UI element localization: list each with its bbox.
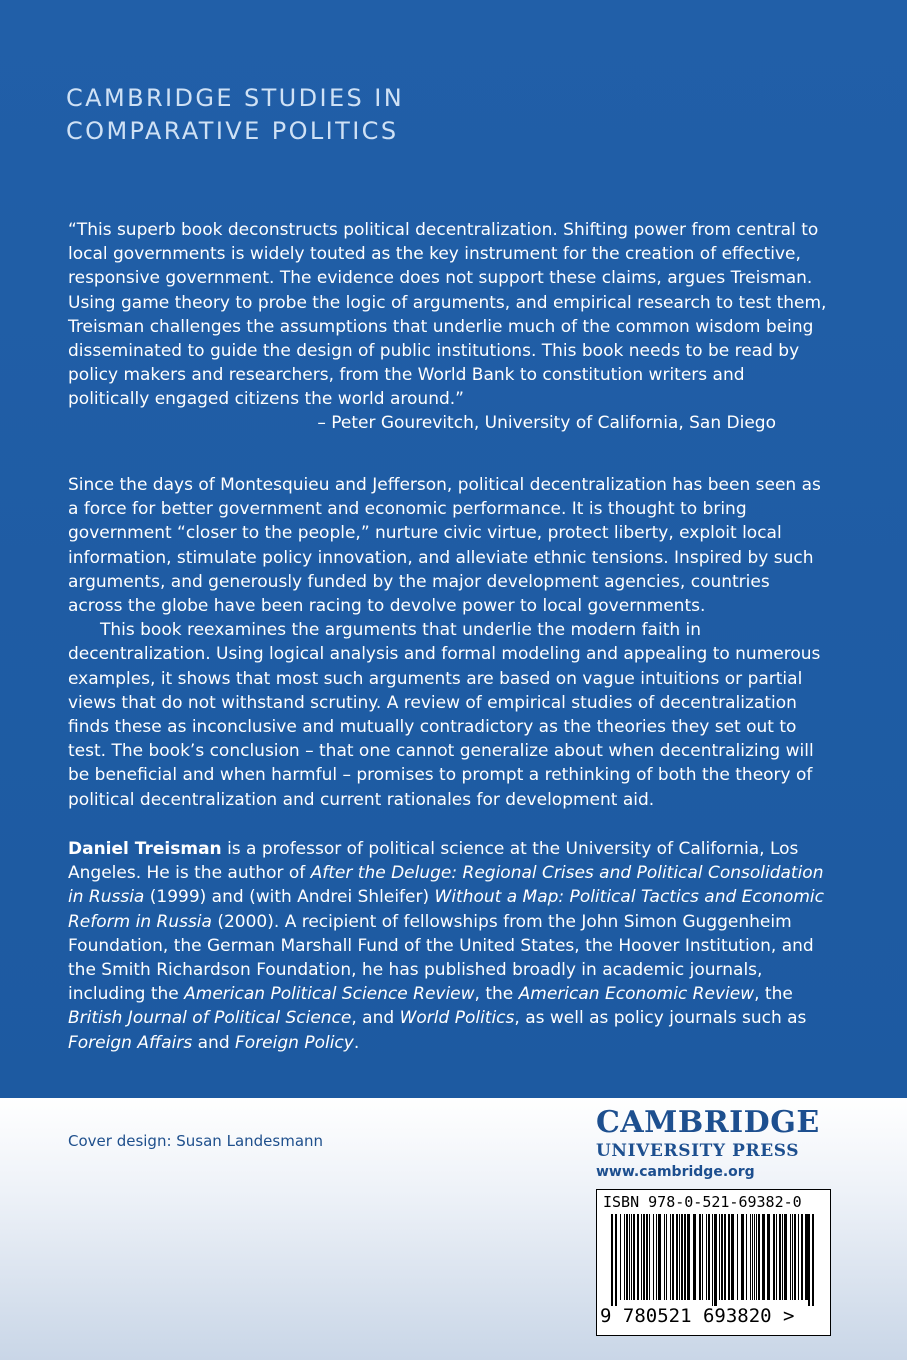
isbn-barcode bbox=[596, 1189, 831, 1336]
barcode-bar bbox=[676, 1214, 678, 1300]
barcode-bar bbox=[684, 1214, 686, 1300]
barcode-bar bbox=[773, 1214, 775, 1300]
series-title bbox=[66, 82, 566, 148]
barcode-bar bbox=[794, 1214, 796, 1300]
barcode-bar bbox=[620, 1214, 621, 1300]
barcode-bar bbox=[756, 1214, 757, 1300]
bio-text: , as well as policy journals such as bbox=[514, 1008, 807, 1029]
author-name: Daniel Treisman bbox=[68, 839, 222, 859]
barcode-bar bbox=[754, 1214, 755, 1300]
barcode-bar bbox=[687, 1214, 690, 1300]
description-paragraph-2: This book reexamines the arguments that underlie the modern faith in decentralization. Using logical analysis and formal modeling and appealing to numerous examples, it shows that most such arguments are based on vague intuitions or partial views that do not withstand scrutiny. A review of empirical studies of decentralization finds these as inconclusive and mutually contradictory as the theories they set out to test. The book’s conclusion – that one cannot generalize about when decentralizing will be beneficial and when harmful – promises to prompt a rethinking of both the theory of political decentralization and current rationales for development aid. bbox=[68, 620, 821, 810]
bio-text: . bbox=[353, 1032, 360, 1053]
cover-design-credit: Cover design: Susan Landesmann bbox=[68, 1132, 324, 1150]
description-paragraph-1: Since the days of Montesquieu and Jefferson, political decentralization has been seen as a force for better government and economic performance. It is thought to bring government “closer to the people,” nurture civic virtue, protect liberty, exploit local information, stimulate policy innovation, and alleviate ethnic tensions. Inspired by such arguments, and generously funded by the major development agencies, countries across the globe have been racing to devolve power to local governments. bbox=[68, 475, 821, 617]
barcode-bar bbox=[712, 1214, 713, 1306]
barcode-bar bbox=[646, 1214, 648, 1300]
barcode-bar bbox=[812, 1214, 814, 1306]
author-bio-paragraph bbox=[68, 837, 828, 1055]
barcode-bar bbox=[653, 1214, 654, 1300]
isbn-label: ISBN 978-0-521-69382-0 bbox=[603, 1193, 802, 1211]
bio-text: , and bbox=[351, 1008, 400, 1029]
barcode-bar bbox=[714, 1214, 717, 1306]
barcode-bar bbox=[752, 1214, 753, 1300]
series-title-line-1: CAMBRIDGE STUDIES IN bbox=[66, 84, 405, 112]
author-bio bbox=[68, 837, 828, 1055]
book-title: Without a Map: Political Tactics and Economic Reform in Russia bbox=[68, 887, 824, 932]
publisher-press: UNIVERSITY PRESS bbox=[596, 1141, 800, 1161]
journal-title: British Journal of Political Science bbox=[68, 1008, 352, 1029]
barcode-bar bbox=[728, 1214, 730, 1300]
barcode-bar bbox=[719, 1214, 720, 1300]
barcode-bar bbox=[721, 1214, 723, 1300]
journal-title: American Economic Review bbox=[518, 984, 755, 1005]
bio-text: , the bbox=[754, 984, 793, 1005]
barcode-bar bbox=[746, 1214, 747, 1300]
barcode-bar bbox=[643, 1214, 645, 1300]
quote-attribution: – Peter Gourevitch, University of California, San Diego bbox=[317, 413, 776, 433]
book-title: After the Deluge: Regional Crises and Political Consolidation in Russia bbox=[68, 863, 824, 908]
bio-text: , the bbox=[474, 984, 519, 1005]
bio-text: (1999) and (with Andrei Shleifer) bbox=[144, 887, 435, 908]
barcode-bar bbox=[731, 1214, 734, 1300]
publisher-url: www.cambridge.org bbox=[596, 1164, 755, 1180]
barcode-bar bbox=[790, 1214, 791, 1300]
barcode-bar bbox=[631, 1214, 632, 1300]
barcode-bar bbox=[805, 1214, 808, 1300]
barcode-bar bbox=[656, 1214, 657, 1300]
barcode-bar bbox=[672, 1214, 674, 1300]
endorsement-quote bbox=[68, 218, 828, 412]
journal-title: American Political Science Review bbox=[184, 984, 475, 1005]
barcode-bar bbox=[664, 1214, 665, 1300]
publisher-name: CAMBRIDGE bbox=[596, 1105, 820, 1140]
barcode-bar bbox=[792, 1214, 793, 1300]
barcode-bar bbox=[737, 1214, 738, 1300]
barcode-number: 9 780521 693820 > bbox=[600, 1305, 795, 1327]
barcode-bar bbox=[629, 1214, 630, 1300]
barcode-bar bbox=[798, 1214, 799, 1300]
barcode-bar bbox=[706, 1214, 707, 1300]
barcode-bar bbox=[782, 1214, 783, 1300]
barcode-bars-icon bbox=[601, 1214, 826, 1306]
barcode-bar bbox=[801, 1214, 803, 1300]
barcode-bar bbox=[649, 1214, 650, 1300]
barcode-bar bbox=[641, 1214, 642, 1300]
journal-title: Foreign Affairs bbox=[68, 1032, 193, 1053]
barcode-bar bbox=[611, 1214, 613, 1306]
barcode-bar bbox=[762, 1214, 765, 1300]
journal-title: Foreign Policy bbox=[235, 1032, 354, 1053]
publisher-logo bbox=[596, 1106, 836, 1182]
barcode-bar bbox=[758, 1214, 760, 1300]
barcode-bar bbox=[624, 1214, 625, 1300]
book-description bbox=[68, 473, 828, 812]
bio-text: is a professor of political science at the University of California, Los Angeles. He is the author of bbox=[68, 839, 799, 884]
barcode-bar bbox=[637, 1214, 639, 1300]
barcode-bar bbox=[750, 1214, 751, 1300]
bio-text: (2000). A recipient of fellowships from the John Simon Guggenheim Foundation, the German Marshall Fund of the United States, the Hoover Institution, and the Smith Richardson Foundation, he has published broadly in academic journals, including the bbox=[68, 911, 814, 1005]
barcode-bar bbox=[615, 1214, 617, 1306]
barcode-bar bbox=[767, 1214, 770, 1300]
barcode-bar bbox=[658, 1214, 661, 1300]
barcode-bar bbox=[666, 1214, 667, 1300]
barcode-bar bbox=[679, 1214, 680, 1300]
barcode-bar bbox=[633, 1214, 635, 1300]
barcode-bar bbox=[702, 1214, 703, 1300]
barcode-bar bbox=[779, 1214, 781, 1300]
barcode-bar bbox=[776, 1214, 777, 1300]
bio-text: and bbox=[192, 1032, 236, 1053]
barcode-bar bbox=[708, 1214, 710, 1300]
journal-title: World Politics bbox=[399, 1008, 515, 1029]
barcode-bar bbox=[741, 1214, 744, 1300]
quote-text: “This superb book deconstructs political decentralization. Shifting power from central to local governments is widely touted as the key instrument for the creation of effective, responsive government. The evidence does not support these claims, argues Treisman. Using game theory to probe the logic of arguments, and empirical research to test them, Treisman challenges the assumptions that underlie much of the common wisdom being disseminated to guide the design of public institutions. This book needs to be read by policy makers and researchers, from the World Bank to constitution writers and politically engaged citizens the world around.” bbox=[68, 220, 827, 410]
barcode-bar bbox=[670, 1214, 671, 1300]
barcode-bar bbox=[724, 1214, 726, 1300]
barcode-bar bbox=[626, 1214, 628, 1300]
barcode-bar bbox=[693, 1214, 696, 1300]
barcode-bar bbox=[699, 1214, 701, 1300]
series-title-line-2: COMPARATIVE POLITICS bbox=[66, 117, 399, 145]
barcode-bar bbox=[681, 1214, 683, 1300]
barcode-bar bbox=[808, 1214, 810, 1306]
barcode-bar bbox=[784, 1214, 787, 1300]
